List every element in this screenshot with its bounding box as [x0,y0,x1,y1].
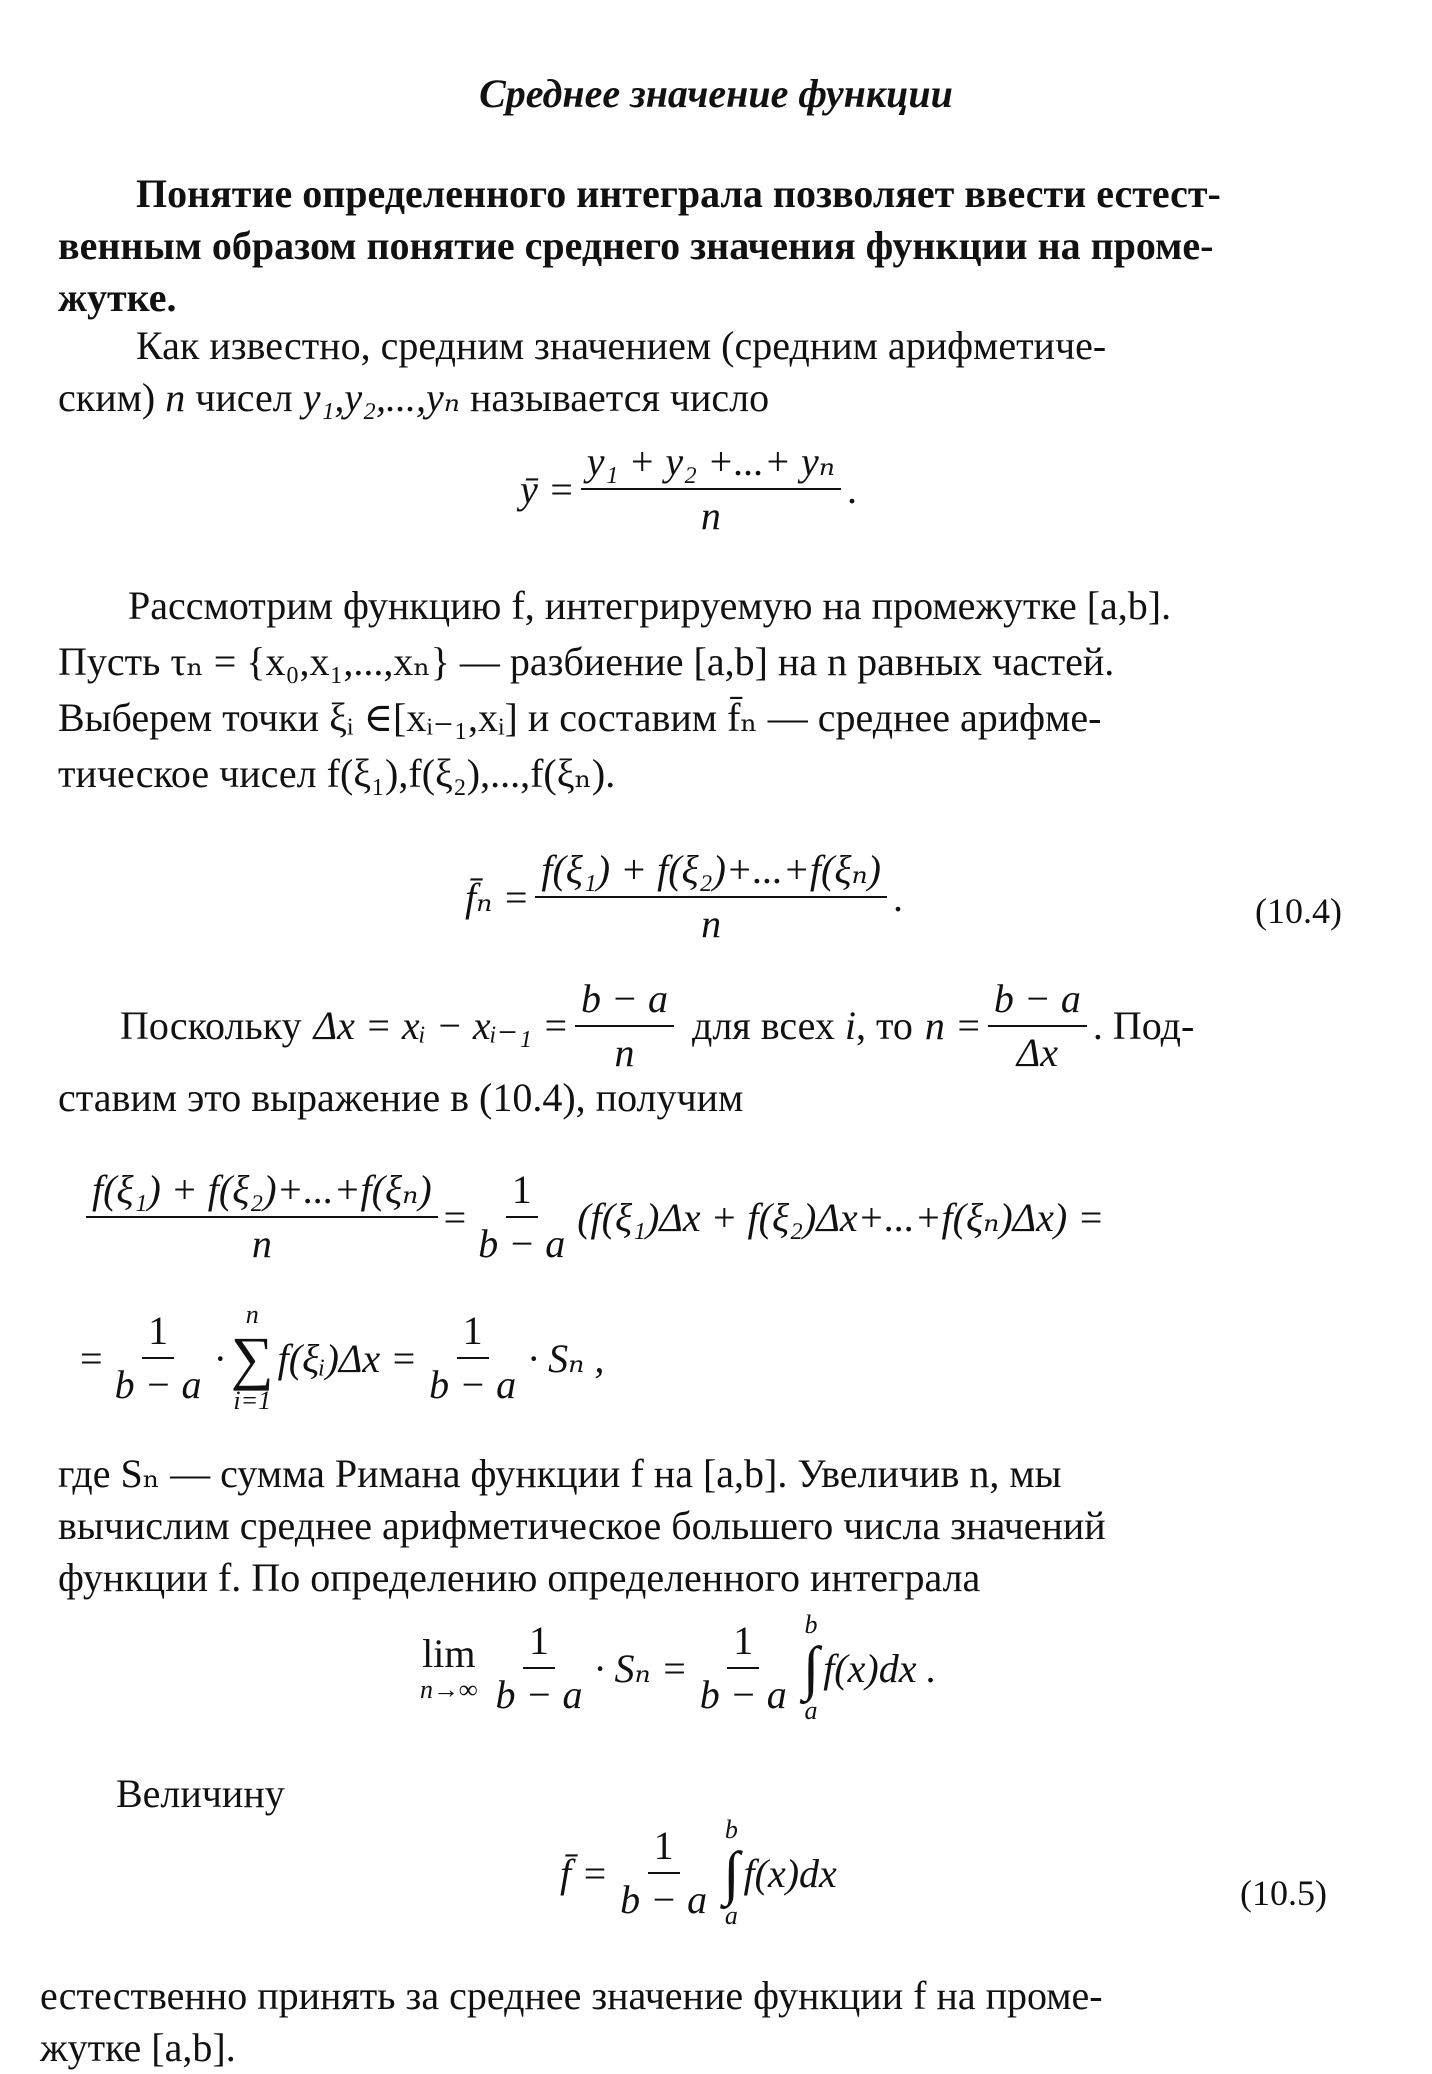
text-line: тическое чисел f(ξ₁),f(ξ₂),...,f(ξₙ). [58,751,616,796]
text-line: функции f. По определению определенного интеграла [58,1555,981,1600]
fraction-numerator: 1 [648,1824,680,1874]
integral-icon: ∫ [723,1840,740,1906]
text-line: вычислим среднее арифметическое большего числа значений [58,1503,1106,1548]
integral-lower-limit: a [804,1696,818,1725]
fraction-numerator: 1 [523,1619,555,1669]
formula-expression: f(x)dx . [823,1645,937,1691]
integral [723,1815,739,1931]
integral [803,1610,819,1726]
formula-lhs: f̄ₙ = [465,874,530,920]
integral-icon: ∫ [802,1635,820,1701]
sum-lower-limit: i=1 [233,1386,272,1415]
fraction [86,1168,438,1266]
fraction [614,1824,713,1922]
fraction [423,1309,522,1407]
fraction [575,977,674,1075]
text-fragment: называется число [460,375,770,420]
text-line: венным образом понятие среднего значения функции на проме- [58,223,1214,268]
fraction-numerator: y₁ + y₂ +...+ yₙ [581,440,841,490]
text-line: жутке. [58,275,177,320]
text-line: Как известно, средним значением (средним арифметиче- [136,323,1107,368]
paragraph-mean-definition [58,320,1353,424]
formula-expression: (f(ξ₁)Δx + f(ξ₂)Δx+...+f(ξₙ)Δx) = [577,1194,1105,1240]
text-fragment: , то [855,1003,913,1048]
formula-lhs: ȳ = [520,466,575,512]
formula-riemann-sum [80,1300,604,1416]
sum-upper-limit: n [245,1300,259,1329]
integral-upper-limit: b [804,1610,818,1639]
fraction-numerator: b − a [575,977,674,1027]
fraction-numerator: 1 [142,1309,174,1359]
equation-number-10-5: (10.5) [1240,1873,1327,1913]
text-line: естественно принять за среднее значение функции f на проме- [40,1973,1103,2018]
formula-expression: · Sₙ = [594,1645,688,1691]
fraction-denominator: b − a [699,1672,787,1717]
sigma-icon: ∑ [230,1325,274,1391]
fraction-denominator: b − a [429,1362,517,1407]
formula-period: . [847,466,858,512]
text-fragment: чисел [185,375,303,420]
equation-number-10-4: (10.4) [1255,891,1342,931]
text-line: где Sₙ — сумма Римана функции f на [a,b]. Увеличив n, мы [58,1451,1062,1496]
fraction-numerator: f(ξ₁) + f(ξ₂)+...+f(ξₙ) [86,1168,438,1218]
formula-expression: f(x)dx [743,1850,837,1896]
fraction [694,1619,793,1717]
section-title: Среднее значение функции [479,71,953,116]
formula-arithmetic-mean [520,440,857,538]
fraction-denominator: b − a [620,1877,708,1922]
fraction-numerator: 1 [727,1619,759,1669]
equals-sign: = [80,1335,103,1381]
formula-10-4 [465,848,903,946]
paragraph-partition [58,578,1353,802]
fraction-denominator: n [700,493,721,538]
fraction-numerator: 1 [506,1168,538,1218]
text-line: Рассмотрим функцию f, интегрируемую на промежутке [a,b]. [128,583,1172,628]
math-variable: n [165,375,186,420]
text-line: Понятие определенного интеграла позволяет ввести естест- [136,171,1221,216]
formula-limit [420,1610,936,1726]
fraction [535,848,887,946]
fraction [581,440,841,538]
integral-upper-limit: b [724,1815,738,1844]
paragraph-intro [58,168,1353,324]
formula-mean-expanded [80,1168,1104,1266]
multiply-dot: · [213,1335,227,1381]
text-fragment: Поскольку [120,1003,302,1048]
formula-expression: · Sₙ , [528,1335,605,1381]
paragraph-quantity [58,1768,1411,1820]
equals-sign: = [443,1194,467,1240]
text-fragment: ским) [58,375,166,420]
paragraph-riemann [58,1448,1353,1604]
text-line [58,976,1353,1075]
text-line: Пусть τₙ = {x₀,x₁,...,xₙ} — разбиение [a,b] на n равных частей. [58,639,1115,684]
text-line: ставим это выражение в (10.4), получим [58,1075,744,1120]
fraction [472,1168,571,1266]
fraction-denominator: n [251,1221,272,1266]
math-delta-x: Δx = xᵢ − xᵢ₋₁ = [313,1003,569,1048]
fraction [988,977,1087,1075]
text-line: жутке [a,b]. [40,2025,236,2070]
fraction-numerator: b − a [988,977,1087,1027]
lim-subscript: n→∞ [420,1675,478,1704]
formula-lhs: f̄ = [560,1850,609,1896]
fraction-denominator: n [614,1030,635,1075]
integral-lower-limit: a [724,1901,738,1930]
fraction-denominator: n [701,901,722,946]
text-line: Выберем точки ξᵢ ∈[xᵢ₋₁,xᵢ] и составим f̄ₙ — среднее арифме- [58,695,1102,740]
text-fragment: для всех [691,1003,835,1048]
text-line [58,372,1353,424]
formula-expression: f(ξᵢ)Δx = [277,1335,418,1381]
formula-10-5 [560,1815,837,1931]
fraction-numerator: f(ξ₁) + f(ξ₂)+...+f(ξₙ) [535,848,887,898]
fraction-denominator: Δx [1016,1030,1059,1075]
limit-operator [420,1632,478,1704]
fraction-denominator: b − a [495,1672,583,1717]
fraction [109,1309,208,1407]
math-n-equals: n = [924,1003,982,1048]
fraction [490,1619,589,1717]
text-fragment: . Под- [1092,1003,1195,1048]
fraction-numerator: 1 [457,1309,489,1359]
paragraph-conclusion [40,1970,1340,2074]
lim-label: lim [422,1631,476,1676]
formula-period: . [892,874,903,920]
paragraph-substitution [58,976,1353,1124]
fraction-denominator: b − a [478,1221,566,1266]
math-variable: i [844,1003,856,1048]
summation [231,1300,274,1416]
math-sequence: y₁,y₂,...,yₙ [302,375,461,420]
text-line: Величину [116,1771,285,1816]
fraction-denominator: b − a [114,1362,202,1407]
